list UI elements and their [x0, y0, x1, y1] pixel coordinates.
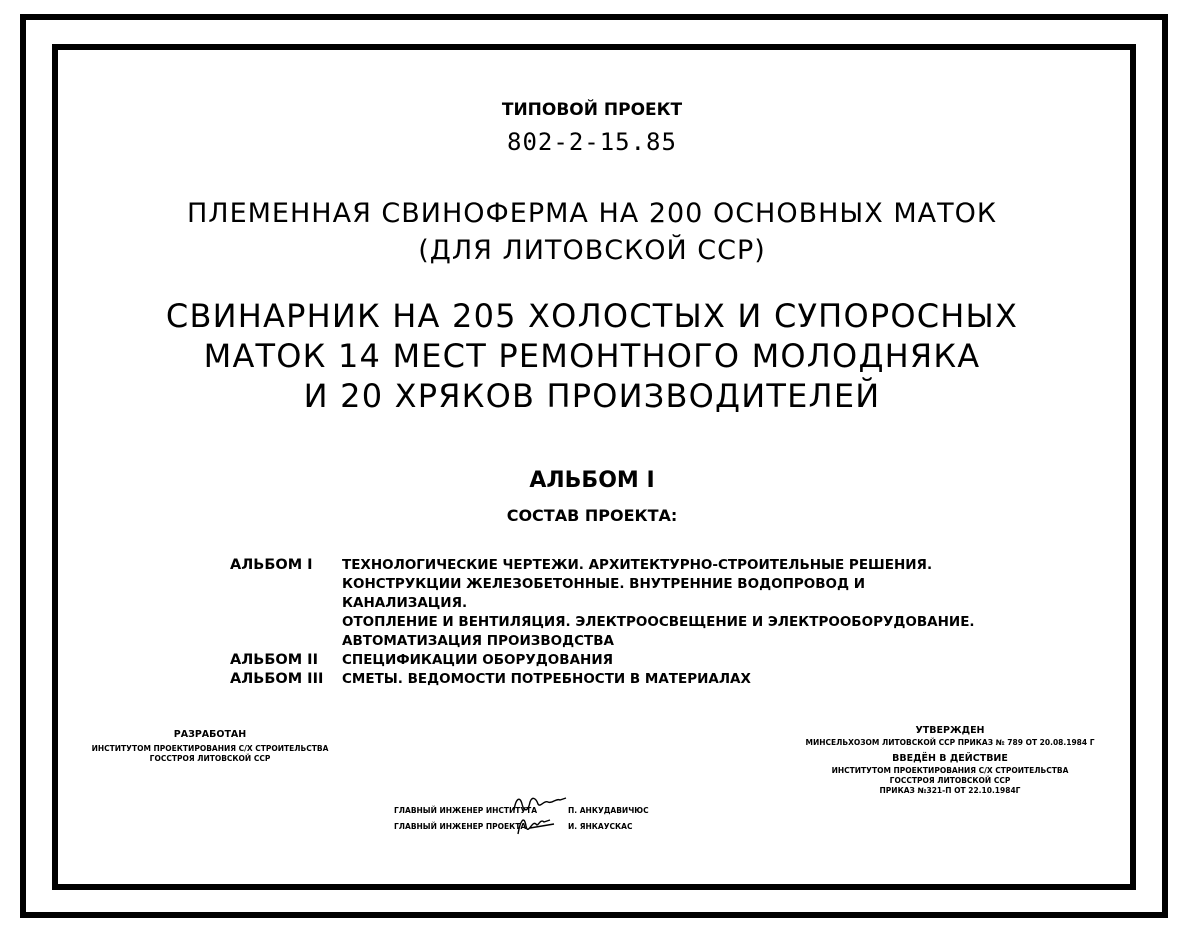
project-number: 802-2-15.85: [507, 128, 677, 156]
developed-heading: РАЗРАБОТАН: [173, 729, 247, 740]
subtitle-line-2: МАТОК 14 МЕСТ РЕМОНТНОГО МОЛОДНЯКА: [203, 337, 981, 375]
enacted-line-1: ИНСТИТУТОМ ПРОЕКТИРОВАНИЯ С/Х СТРОИТЕЛЬСТВА: [831, 766, 1069, 775]
composition-heading: СОСТАВ ПРОЕКТА:: [506, 506, 678, 525]
composition-row: [230, 670, 990, 689]
approved-line-1: МИНСЕЛЬХОЗОМ ЛИТОВСКОЙ ССР ПРИКАЗ № 789 ОТ 20.08.1984 Г: [805, 738, 1095, 747]
composition-description: ТЕХНОЛОГИЧЕСКИЕ ЧЕРТЕЖИ. АРХИТЕКТУРНО-СТРОИТЕЛЬНЫЕ РЕШЕНИЯ. КОНСТРУКЦИИ ЖЕЛЕЗОБЕТОННЫЕ. ВНУТРЕННИЕ ВОДОПРОВОД И КАНАЛИЗАЦИЯ. ОТОПЛЕНИЕ И ВЕНТИЛЯЦИЯ. ЭЛЕКТРООСВЕЩЕНИЕ И ЭЛЕКТРООБОРУДОВАНИЕ. АВТОМАТИЗАЦИЯ ПРОИЗВОДСТВА: [342, 557, 975, 649]
chief-engineer-project-name: И. ЯНКАУСКАС: [568, 822, 633, 831]
signature-block: [390, 790, 690, 830]
approved-block: [790, 726, 1110, 796]
enacted-line-2: ГОССТРОЯ ЛИТОВСКОЙ ССР: [889, 776, 1011, 785]
signature-row: [390, 810, 690, 830]
composition-row: [230, 556, 990, 651]
chief-engineer-institute-label: ГЛАВНЫЙ ИНЖЕНЕР ИНСТИТУТА: [394, 806, 538, 815]
approved-heading: УТВЕРЖДЕН: [915, 725, 985, 736]
signature-row: [390, 790, 690, 815]
subtitle-line-3: И 20 ХРЯКОВ ПРОИЗВОДИТЕЛЕЙ: [303, 377, 881, 415]
developed-line-1: ИНСТИТУТОМ ПРОЕКТИРОВАНИЯ С/Х СТРОИТЕЛЬСТВА: [91, 744, 329, 753]
composition-description: СМЕТЫ. ВЕДОМОСТИ ПОТРЕБНОСТИ В МАТЕРИАЛАХ: [342, 671, 751, 687]
composition-row: [230, 651, 990, 670]
composition-album: АЛЬБОМ III: [230, 671, 324, 687]
enacted-line-3: ПРИКАЗ №321-П ОТ 22.10.1984Г: [879, 786, 1021, 795]
developed-block: [90, 730, 330, 764]
subtitle-line-1: СВИНАРНИК НА 205 ХОЛОСТЫХ И СУПОРОСНЫХ: [165, 297, 1019, 335]
title-line-1: ПЛЕМЕННАЯ СВИНОФЕРМА НА 200 ОСНОВНЫХ МАТОК: [186, 198, 998, 229]
project-label: ТИПОВОЙ ПРОЕКТ: [501, 100, 683, 120]
composition-album: АЛЬБОМ II: [230, 652, 318, 668]
title-line-2: (ДЛЯ ЛИТОВСКОЙ ССР): [418, 235, 766, 266]
composition-description: СПЕЦИФИКАЦИИ ОБОРУДОВАНИЯ: [342, 652, 614, 668]
developed-line-2: ГОССТРОЯ ЛИТОВСКОЙ ССР: [149, 754, 271, 763]
enacted-heading: ВВЕДЁН В ДЕЙСТВИЕ: [892, 753, 1008, 764]
chief-engineer-institute-name: П. АНКУДАВИЧЮС: [568, 806, 649, 815]
composition-album: АЛЬБОМ I: [230, 557, 313, 573]
chief-engineer-project-label: ГЛАВНЫЙ ИНЖЕНЕР ПРОЕКТА: [394, 822, 527, 831]
signature-2-icon: [510, 810, 570, 840]
composition-list: [230, 556, 990, 689]
album-heading: АЛЬБОМ I: [529, 468, 655, 493]
